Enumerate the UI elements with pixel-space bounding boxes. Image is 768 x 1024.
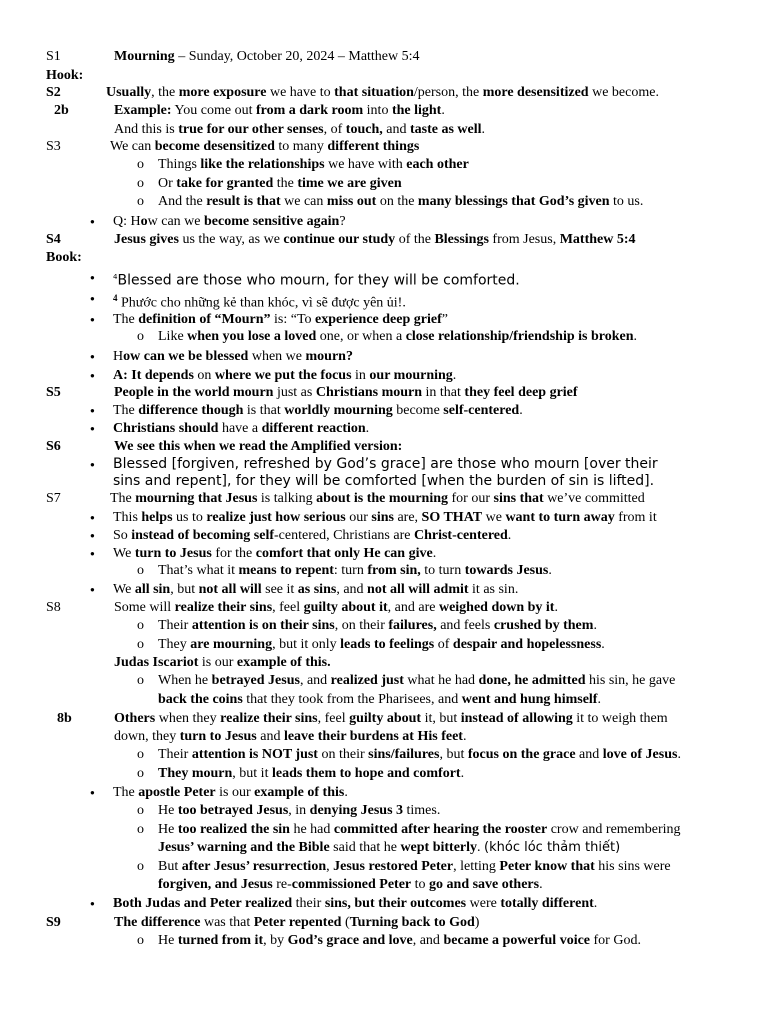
note-line <box>0 913 768 932</box>
note-text: The definition of “Mourn” is: “To experience deep grief” <box>113 312 448 327</box>
note-text: Q: How can we become sensitive again? <box>113 214 346 229</box>
note-text: Things like the relationships we have with each other <box>158 157 469 172</box>
section-label: S5 <box>46 385 61 400</box>
note-text: This helps us to realize just how serious our sins are, SO THAT we want to turn away from it <box>113 510 657 525</box>
note-text: We see this when we read the Amplified version: <box>114 439 403 454</box>
note-line <box>0 248 768 267</box>
note-text: Their attention is on their sins, on their failures, and feels crushed by them. <box>158 618 597 633</box>
bullet-marker: ● <box>90 513 95 522</box>
bullet-marker: ● <box>90 406 95 415</box>
note-text: Judas Iscariot is our example of this. <box>114 655 331 670</box>
section-label: S2 <box>46 85 61 100</box>
bullet-marker: ● <box>90 315 95 324</box>
note-text: The mourning that Jesus is talking about is the mourning for our sins that we’ve committed <box>110 491 645 506</box>
note-text: When he betrayed Jesus, and realized just what he had done, he admitted his sin, he gave <box>158 673 676 688</box>
note-line <box>0 137 768 156</box>
bullet-marker: ● <box>90 273 95 282</box>
note-line <box>0 820 768 839</box>
note-line <box>0 47 768 66</box>
sub-bullet-marker: o <box>137 822 144 837</box>
note-line <box>0 83 768 102</box>
note-text: He turned from it, by God’s grace and love, and became a powerful voice for God. <box>158 933 641 948</box>
note-text: Jesus gives us the way, as we continue our study of the Blessings from Jesus, Matthew 5:4 <box>114 232 636 247</box>
note-text: down, they turn to Jesus and leave their burdens at His feet. <box>114 729 467 744</box>
note-line <box>0 327 768 346</box>
note-line <box>0 671 768 690</box>
sub-bullet-marker: o <box>137 673 144 688</box>
note-text: But after Jesus’ resurrection, Jesus restored Peter, letting Peter know that his sins were <box>158 859 671 874</box>
note-text: Blessed [forgiven, refreshed by God’s grace] are those who mourn [over their <box>113 456 658 472</box>
sub-bullet-marker: o <box>137 747 144 762</box>
note-text: He too realized the sin he had committed after hearing the rooster crow and remembering <box>158 822 681 837</box>
section-label: Book: <box>46 250 82 265</box>
note-line <box>0 419 768 438</box>
note-text: People in the world mourn just as Christians mourn in that they feel deep grief <box>114 385 578 400</box>
sub-bullet-marker: o <box>137 194 144 209</box>
note-text: And this is true for our other senses, of touch, and taste as well. <box>114 122 486 137</box>
note-text: Mourning – Sunday, October 20, 2024 – Matthew 5:4 <box>114 49 420 64</box>
sub-bullet-marker: o <box>137 157 144 172</box>
sub-bullet-marker: o <box>137 329 144 344</box>
note-line <box>0 526 768 545</box>
note-text: The difference though is that worldly mourning become self-centered. <box>113 403 523 418</box>
section-label: 2b <box>54 103 69 118</box>
bullet-marker: ● <box>90 294 95 303</box>
note-line <box>0 690 768 709</box>
note-text: $^4$Blessed are those who mourn, for they will be comforted. <box>113 272 520 289</box>
sub-bullet-marker: o <box>137 859 144 874</box>
note-text: sins and repent], for they will be comforted [when the burden of sin is lifted]. <box>113 473 655 489</box>
note-text: So instead of becoming self-centered, Christians are Christ-centered. <box>113 528 512 543</box>
note-text: Example: You come out from a dark room into the light. <box>114 103 445 118</box>
note-line <box>0 801 768 820</box>
note-line <box>0 616 768 635</box>
note-line <box>0 155 768 174</box>
note-text: He too betrayed Jesus, in denying Jesus 3 times. <box>158 803 441 818</box>
section-label: S6 <box>46 439 61 454</box>
bullet-marker: ● <box>90 424 95 433</box>
note-text: And the result is that we can miss out on the many blessings that God’s given to us. <box>158 194 644 209</box>
section-label: Hook: <box>46 68 84 83</box>
note-text: How can we be blessed when we mourn? <box>113 349 353 364</box>
sub-bullet-marker: o <box>137 803 144 818</box>
section-label: S8 <box>46 600 61 615</box>
note-text: $^4$ Phước cho những kẻ than khóc, vì sẽ được yên ủi!. <box>113 293 406 311</box>
note-line <box>0 709 768 728</box>
note-text: Or take for granted the time we are given <box>158 176 402 191</box>
bullet-marker: ● <box>90 788 95 797</box>
note-line <box>0 289 768 311</box>
sub-bullet-marker: o <box>137 933 144 948</box>
sub-bullet-marker: o <box>137 766 144 781</box>
section-label: S1 <box>46 49 61 64</box>
note-line <box>0 437 768 456</box>
bullet-marker: ● <box>90 531 95 540</box>
note-text: Jesus’ warning and the Bible said that he wept bitterly. (khóc lóc thảm thiết) <box>158 840 621 855</box>
sub-bullet-marker: o <box>137 563 144 578</box>
section-label: S9 <box>46 915 61 930</box>
note-line <box>0 401 768 420</box>
note-text: back the coins that they took from the Pharisees, and went and hung himself. <box>158 692 601 707</box>
note-line <box>0 931 768 950</box>
note-line <box>0 347 768 366</box>
note-line <box>0 268 768 287</box>
note-line <box>0 783 768 802</box>
note-text: forgiven, and Jesus re-commissioned Peter to go and save others. <box>158 877 543 892</box>
note-line <box>0 727 768 746</box>
note-text: We all sin, but not all will see it as sins, and not all will admit it as sin. <box>113 582 519 597</box>
section-label: S7 <box>46 491 61 506</box>
note-text: Usually, the more exposure we have to that situation/person, the more desensitized we become. <box>106 85 659 100</box>
note-line <box>0 561 768 580</box>
bullet-marker: ● <box>90 899 95 908</box>
note-line <box>0 580 768 599</box>
note-line <box>0 212 768 231</box>
bullet-marker: ● <box>90 371 95 380</box>
bullet-marker: ● <box>90 549 95 558</box>
note-line <box>0 508 768 527</box>
note-line <box>0 653 768 672</box>
note-line <box>0 838 768 857</box>
note-text: Both Judas and Peter realized their sins, but their outcomes were totally different. <box>113 896 598 911</box>
note-text: They mourn, but it leads them to hope and comfort. <box>158 766 465 781</box>
note-line <box>0 764 768 783</box>
note-line <box>0 745 768 764</box>
note-text: Like when you lose a loved one, or when a close relationship/friendship is broken. <box>158 329 638 344</box>
section-label: 8b <box>57 711 72 726</box>
note-text: We can become desensitized to many different things <box>110 139 420 154</box>
note-line <box>0 383 768 402</box>
note-text: We turn to Jesus for the comfort that only He can give. <box>113 546 437 561</box>
note-text: Some will realize their sins, feel guilty about it, and are weighed down by it. <box>114 600 558 615</box>
note-line <box>0 635 768 654</box>
note-line <box>0 192 768 211</box>
note-text: The apostle Peter is our example of this. <box>113 785 348 800</box>
bullet-marker: ● <box>90 585 95 594</box>
note-line <box>0 857 768 876</box>
note-line <box>0 101 768 120</box>
note-text: They are mourning, but it only leads to feelings of despair and hopelessness. <box>158 637 605 652</box>
note-line <box>0 230 768 249</box>
note-line <box>0 875 768 894</box>
sub-bullet-marker: o <box>137 637 144 652</box>
bullet-marker: ● <box>90 352 95 361</box>
sub-bullet-marker: o <box>137 618 144 633</box>
note-line <box>0 894 768 913</box>
note-line <box>0 598 768 617</box>
note-text: The difference was that Peter repented (Turning back to God) <box>114 915 480 930</box>
sub-bullet-marker: o <box>137 176 144 191</box>
section-label: S3 <box>46 139 61 154</box>
note-line <box>0 174 768 193</box>
note-text: A: It depends on where we put the focus in our mourning. <box>113 368 457 383</box>
note-text: Christians should have a different reaction. <box>113 421 370 436</box>
bullet-marker: ● <box>90 460 95 469</box>
section-label: S4 <box>46 232 61 247</box>
note-text: Their attention is NOT just on their sins/failures, but focus on the grace and love of Jesus. <box>158 747 681 762</box>
note-line <box>0 489 768 508</box>
note-text: That’s what it means to repent: turn from sin, to turn towards Jesus. <box>158 563 552 578</box>
bullet-marker: ● <box>90 217 95 226</box>
note-text: Others when they realize their sins, feel guilty about it, but instead of allowing it to weigh them <box>114 711 668 726</box>
